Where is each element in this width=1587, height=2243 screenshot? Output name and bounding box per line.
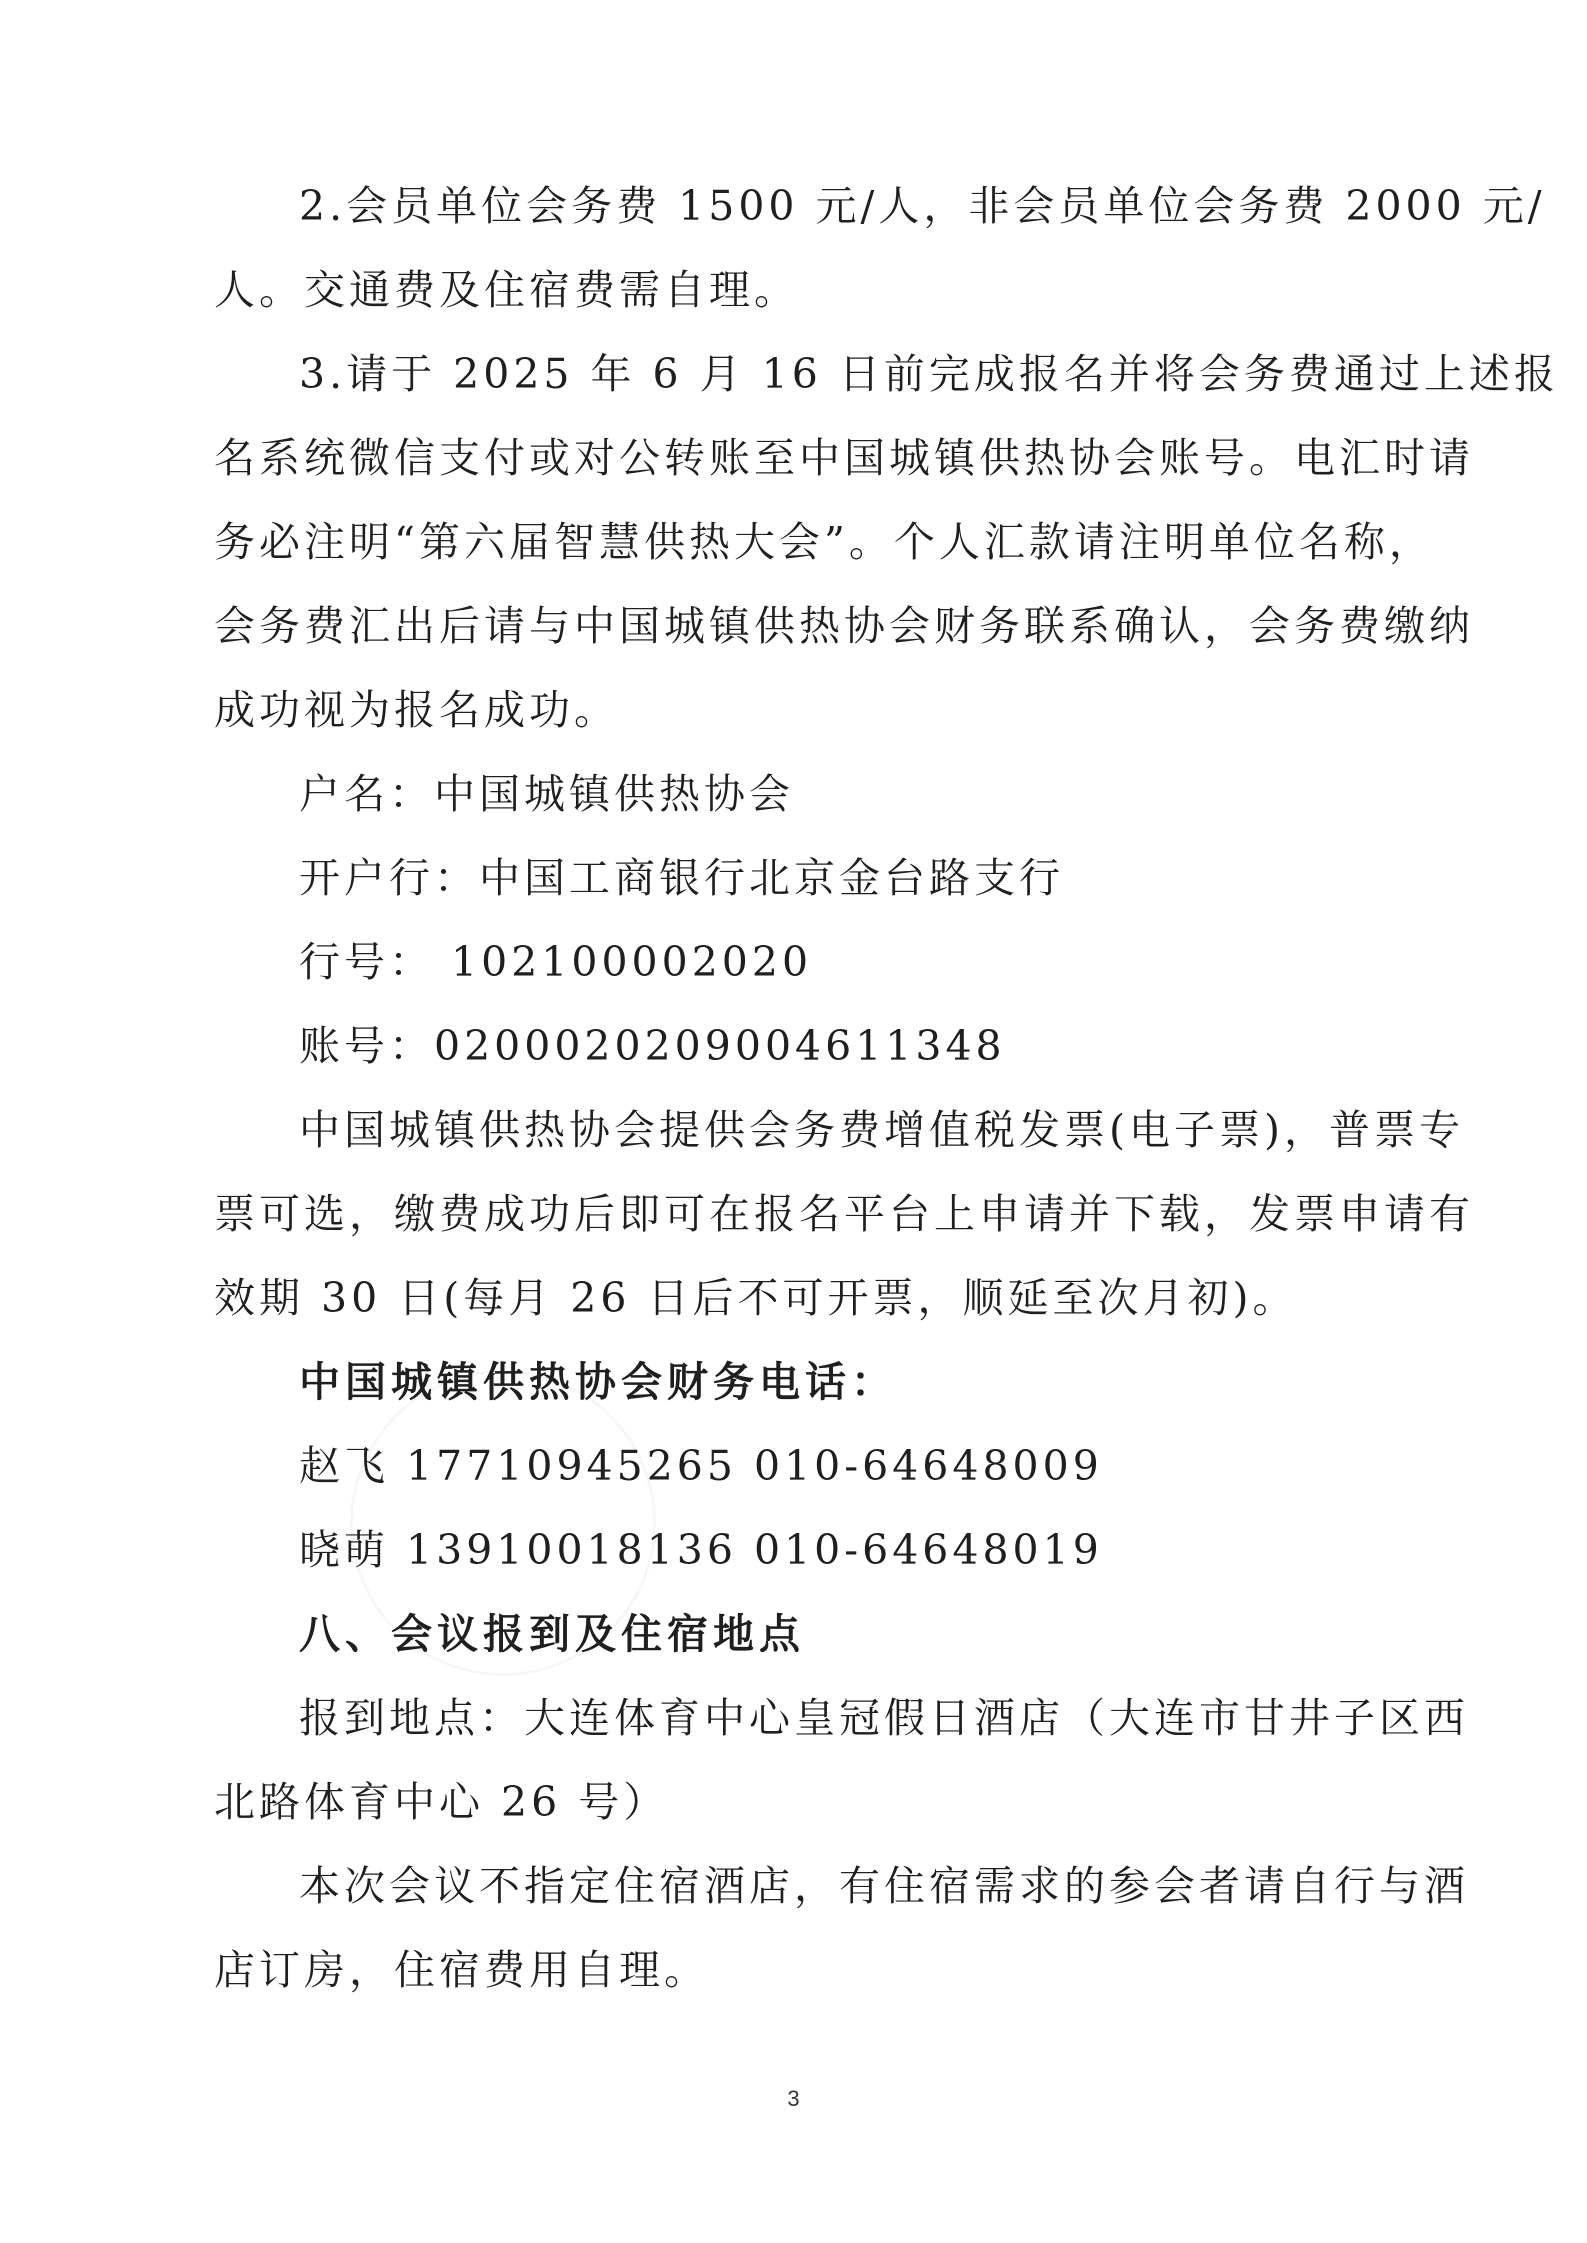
deadline-paragraph-line-1: 3.请于 2025 年 6 月 16 日前完成报名并将会务费通过上述报 <box>299 350 1559 398</box>
section-8-heading: 八、会议报到及住宿地点 <box>299 1610 805 1658</box>
finance-contact-2: 晓萌 13910018136 010-64648019 <box>299 1526 1103 1574</box>
fee-paragraph-line-2: 人。交通费及住宿费需自理。 <box>214 266 799 314</box>
checkin-location-line-1: 报到地点：大连体育中心皇冠假日酒店（大连市甘井子区西 <box>299 1694 1469 1742</box>
fee-paragraph-line-1: 2.会员单位会务费 1500 元/人，非会员单位会务费 2000 元/ <box>299 182 1546 230</box>
checkin-location-line-2: 北路体育中心 26 号） <box>214 1778 669 1826</box>
deadline-paragraph-line-2: 名系统微信支付或对公转账至中国城镇供热协会账号。电汇时请 <box>214 434 1474 482</box>
hotel-note-line-2: 店订房，住宿费用自理。 <box>214 1946 709 1994</box>
deadline-paragraph-line-4: 会务费汇出后请与中国城镇供热协会财务联系确认，会务费缴纳 <box>214 602 1474 650</box>
invoice-line-3: 效期 30 日(每月 26 日后不可开票，顺延至次月初)。 <box>214 1274 1298 1322</box>
bank-name: 开户行：中国工商银行北京金台路支行 <box>299 854 1064 902</box>
invoice-line-2: 票可选，缴费成功后即可在报名平台上申请并下载，发票申请有 <box>214 1190 1474 1238</box>
hotel-note-line-1: 本次会议不指定住宿酒店，有住宿需求的参会者请自行与酒 <box>299 1862 1469 1910</box>
finance-contact-1: 赵飞 17710945265 010-64648009 <box>299 1442 1103 1490</box>
page-number: 3 <box>787 2086 800 2111</box>
account-name: 户名：中国城镇供热协会 <box>299 770 794 818</box>
account-number: 账号：0200020209004611348 <box>299 1022 1006 1070</box>
deadline-paragraph-line-3: 务必注明“第六届智慧供热大会”。个人汇款请注明单位名称， <box>214 518 1434 566</box>
bank-code: 行号： 102100002020 <box>299 938 813 986</box>
invoice-line-1: 中国城镇供热协会提供会务费增值税发票(电子票)，普票专 <box>299 1106 1464 1154</box>
deadline-paragraph-line-5: 成功视为报名成功。 <box>214 686 619 734</box>
finance-heading: 中国城镇供热协会财务电话： <box>299 1358 897 1406</box>
